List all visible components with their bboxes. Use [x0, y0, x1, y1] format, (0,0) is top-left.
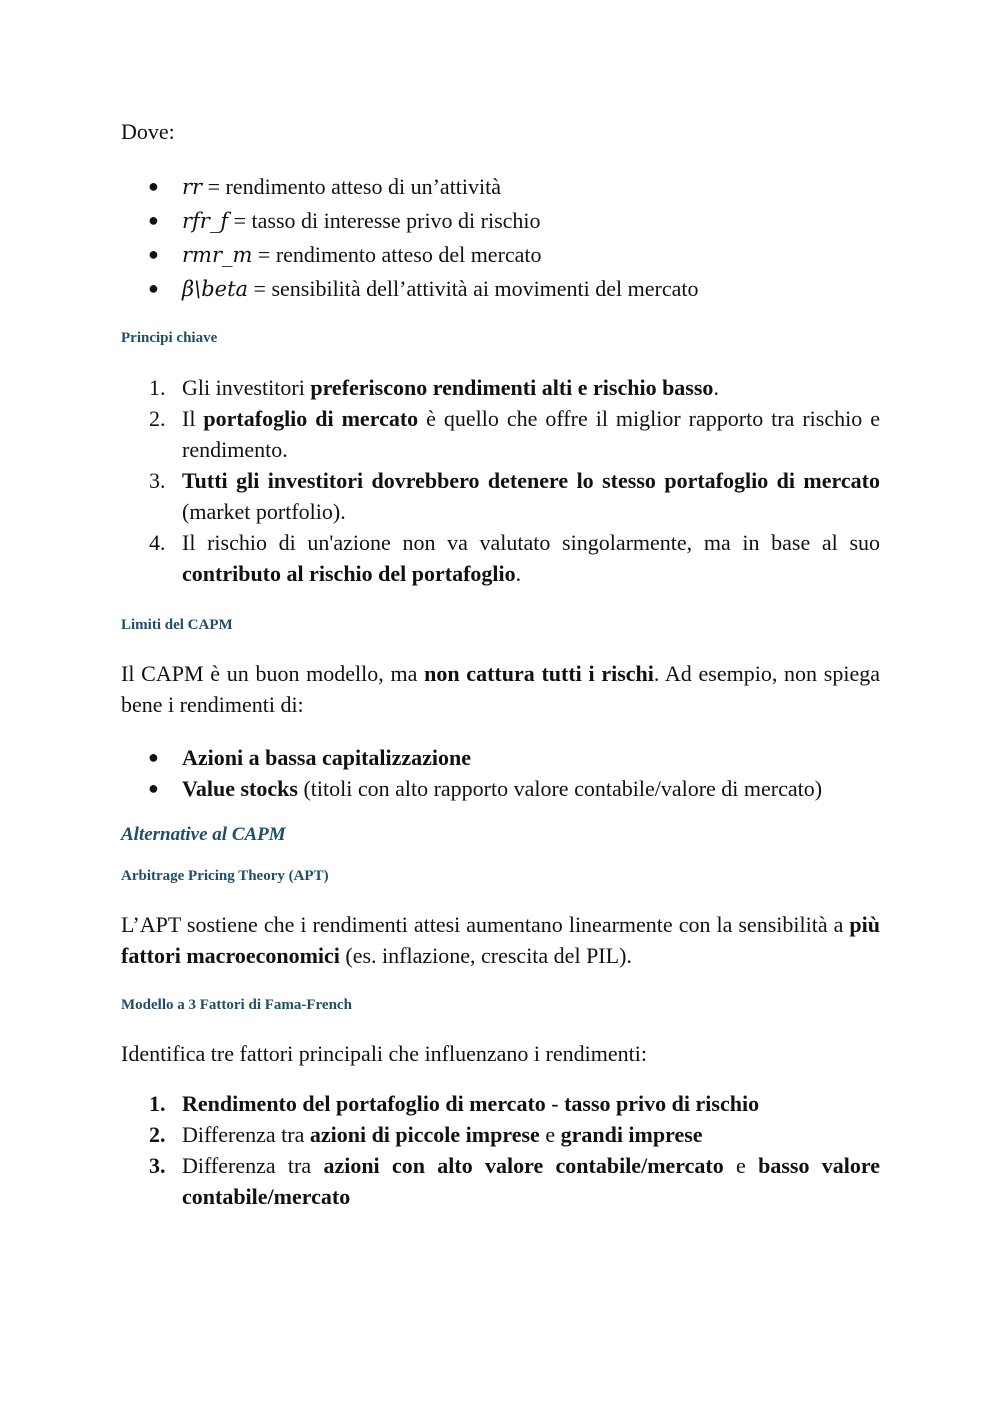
heading-limiti-capm: Limiti del CAPM — [121, 617, 233, 633]
definitions-list — [121, 170, 880, 306]
list-item: 1. Gli investitori preferiscono rendimenti alti e rischio basso. — [149, 375, 719, 400]
list-item: ● Azioni a bassa capitalizzazione — [121, 742, 880, 773]
list-item: 3. Tutti gli investitori dovrebbero detenere lo stesso portafoglio di mercato (market portfolio). — [149, 468, 880, 524]
list-item: ● Value stocks (titoli con alto rapporto valore contabile/valore di mercato) — [121, 773, 880, 804]
list-item: ● rmr_m = rendimento atteso del mercato — [121, 238, 880, 272]
list-item: 4. Il rischio di un'azione non va valutato singolarmente, ma in base al suo contributo al rischio del portafoglio. — [149, 530, 880, 586]
heading-alternative-capm: Alternative al CAPM — [121, 824, 286, 845]
bullet-icon: ● — [148, 244, 159, 264]
bullet-icon: ● — [148, 176, 159, 196]
bullet-icon: ● — [148, 210, 159, 230]
list-item: 3. Differenza tra azioni con alto valore contabile/mercato e basso valore contabile/mercato — [149, 1153, 881, 1209]
heading-principi-chiave: Principi chiave — [121, 330, 218, 346]
ff-list — [121, 1088, 880, 1212]
heading-fama-french: Modello a 3 Fattori di Fama-French — [121, 997, 352, 1013]
limiti-list — [121, 742, 880, 804]
limiti-paragraph: Il CAPM è un buon modello, ma non cattura tutti i rischi. Ad esempio, non spiega bene i rendimenti di: — [121, 661, 880, 717]
apt-paragraph: L’APT sostiene che i rendimenti attesi aumentano linearmente con la sensibilità a più fattori macroeconomici (es. inflazione, crescita del PIL). — [121, 912, 880, 968]
list-item: ● β\beta = sensibilità dell’attività ai movimenti del mercato — [121, 272, 880, 306]
heading-apt: Arbitrage Pricing Theory (APT) — [121, 868, 329, 884]
list-item: ● rfr_f = tasso di interesse privo di rischio — [121, 204, 880, 238]
bullet-icon: ● — [148, 778, 159, 798]
principi-list — [121, 372, 880, 589]
intro-text: Dove: — [121, 119, 175, 144]
list-item: 2. Il portafoglio di mercato è quello che offre il miglior rapporto tra rischio e rendimento. — [149, 406, 880, 462]
list-item: 1. Rendimento del portafoglio di mercato - tasso privo di rischio — [149, 1091, 760, 1116]
bullet-icon: ● — [148, 747, 159, 767]
bullet-icon: ● — [148, 278, 159, 298]
ff-intro: Identifica tre fattori principali che influenzano i rendimenti: — [121, 1041, 647, 1066]
document-page — [121, 116, 880, 1212]
list-item: ● rr = rendimento atteso di un’attività — [121, 170, 880, 204]
list-item: 2. Differenza tra azioni di piccole imprese e grandi imprese — [149, 1122, 703, 1147]
